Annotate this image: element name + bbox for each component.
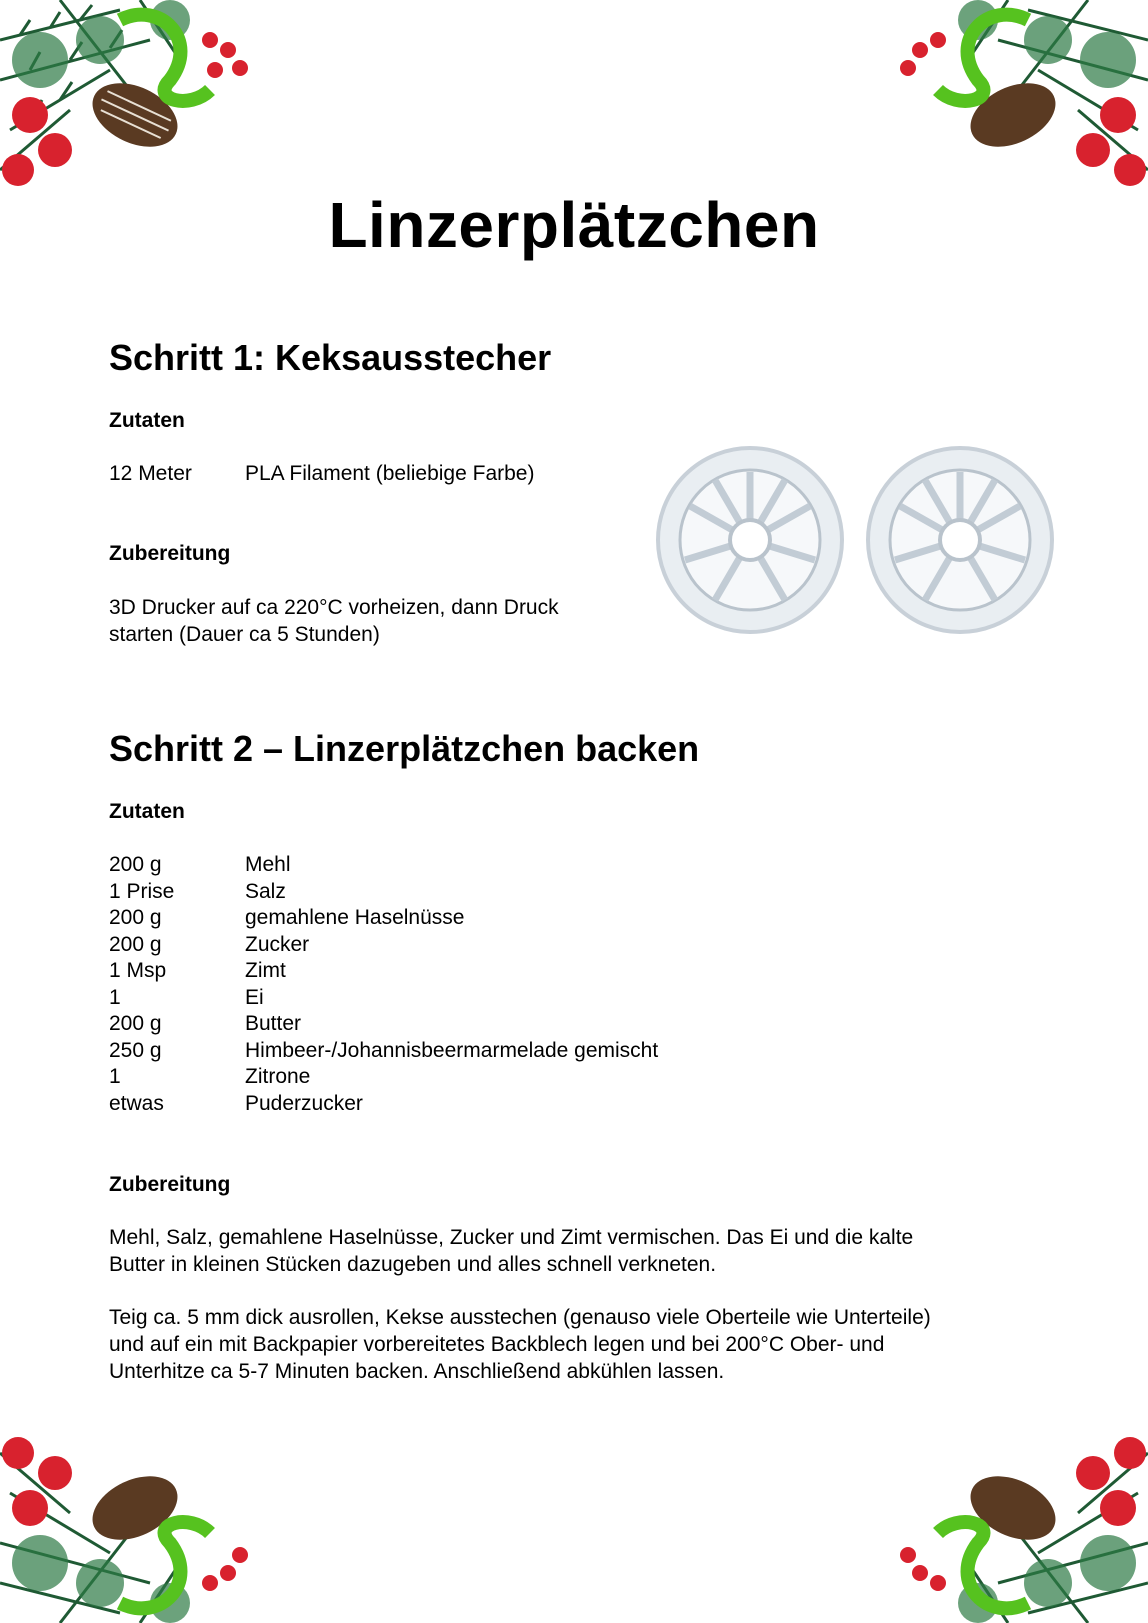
list-item	[109, 985, 658, 1012]
list-item	[109, 879, 658, 906]
step2-ingredients-heading: Zutaten	[109, 800, 185, 823]
ingredient-item: Ei	[245, 985, 264, 1009]
ingredient-qty: 250 g	[109, 1038, 162, 1062]
ingredient-qty: 200 g	[109, 932, 162, 956]
ingredient-qty: 1	[109, 985, 121, 1009]
ingredient-item: Zitrone	[245, 1065, 311, 1088]
christmas-garland-bottom-left	[0, 1383, 300, 1623]
step1-ingredients-list	[109, 461, 534, 488]
cookie-cutter-image	[655, 440, 1075, 640]
text-line: und auf ein mit Backpapier vorbereitetes Backblech legen und bei 200°C Ober- und	[109, 1333, 885, 1356]
text-line: Unterhitze ca 5-7 Minuten backen. Anschließend abkühlen lassen.	[109, 1360, 725, 1383]
ingredient-qty: 200 g	[109, 1012, 162, 1035]
christmas-garland-bottom-right	[848, 1383, 1148, 1623]
list-item	[109, 1091, 658, 1118]
ingredient-item: gemahlene Haselnüsse	[245, 906, 465, 929]
ingredient-item: Himbeer-/Johannisbeermarmelade gemischt	[245, 1038, 659, 1062]
list-item	[109, 1011, 658, 1038]
ingredient-item: Zucker	[245, 932, 310, 956]
step1-prep-heading: Zubereitung	[109, 542, 231, 565]
ingredient-item: Zimt	[245, 959, 286, 982]
text-line: Mehl, Salz, gemahlene Haselnüsse, Zucker und Zimt vermischen. Das Ei und die kalte	[109, 1226, 914, 1249]
step2-ingredients-list	[109, 852, 658, 1117]
ingredient-qty: 12 Meter	[109, 462, 192, 485]
list-item	[109, 461, 534, 488]
ingredient-item: Mehl	[245, 853, 291, 876]
list-item	[109, 1064, 658, 1091]
ingredient-qty: 1 Prise	[109, 879, 175, 903]
list-item	[109, 1038, 658, 1065]
cookie-cutter-left	[658, 448, 842, 632]
ingredient-qty: 1	[109, 1065, 121, 1088]
step1-ingredients-heading: Zutaten	[109, 409, 185, 432]
ingredient-qty: etwas	[109, 1091, 164, 1115]
step2-prep-paragraph-2	[109, 1304, 931, 1385]
ingredient-qty: 1 Msp	[109, 959, 167, 982]
list-item	[109, 852, 658, 879]
step2-prep-paragraph-1	[109, 1224, 913, 1278]
step2-heading: Schritt 2 – Linzerplätzchen backen	[109, 728, 700, 769]
step2-prep-heading: Zubereitung	[109, 1173, 231, 1196]
text-line: Teig ca. 5 mm dick ausrollen, Kekse ausstechen (genauso viele Oberteile wie Unterteile)	[109, 1306, 931, 1329]
ingredient-qty: 200 g	[109, 906, 162, 929]
text-line: starten (Dauer ca 5 Stunden)	[109, 623, 380, 646]
step1-heading: Schritt 1: Keksausstecher	[109, 337, 552, 378]
list-item	[109, 958, 658, 985]
ingredient-qty: 200 g	[109, 853, 162, 876]
ingredient-item: Puderzucker	[245, 1091, 363, 1115]
text-line: 3D Drucker auf ca 220°C vorheizen, dann Druck	[109, 596, 559, 619]
list-item	[109, 932, 658, 959]
text-line: Butter in kleinen Stücken dazugeben und alles schnell verkneten.	[109, 1253, 717, 1276]
page-title: Linzerplätzchen	[328, 189, 820, 261]
step1-prep-text	[109, 594, 559, 648]
ingredient-item: Butter	[245, 1012, 302, 1035]
list-item	[109, 905, 658, 932]
cookie-cutter-right	[868, 448, 1052, 632]
ingredient-item: PLA Filament (beliebige Farbe)	[245, 462, 535, 485]
ingredient-item: Salz	[245, 879, 286, 903]
